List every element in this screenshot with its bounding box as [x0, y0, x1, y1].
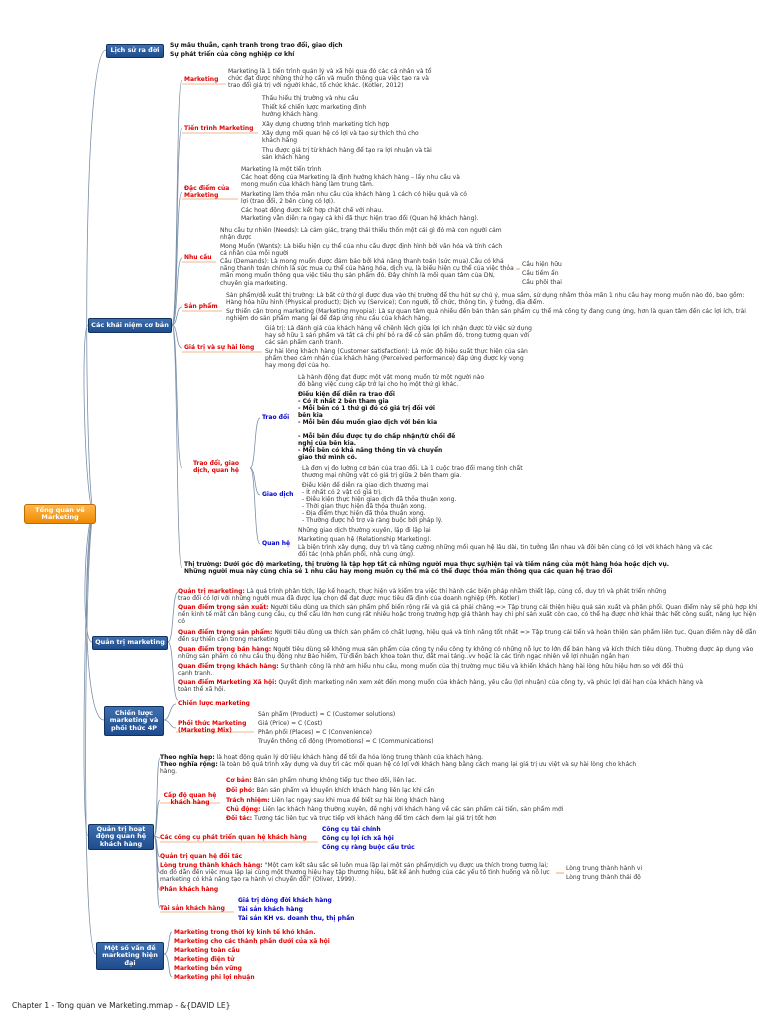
management-item-text: Sự thành công là nhờ am hiểu nhu cầu, mong muốn của thị trường mục tiêu và khiến khách hàng hài lòng hữu hiệu hơn so với đối thủ cạnh tranh. [178, 663, 684, 678]
feature-item: Các hoạt động của Marketing là định hướng khách hàng – lấy nhu cầu và mong muốn của khách hàng làm trung tâm. [241, 174, 460, 189]
management-item [178, 646, 758, 660]
node-marketing[interactable]: Marketing [184, 76, 219, 83]
crm-level [226, 806, 563, 813]
relation-item: Marketing quan hệ (Relationship Marketing). [298, 536, 432, 543]
transaction-definition: Là đơn vị đo lường cơ bản của trao đổi. Là 1 cuộc trao đổi mang tính chất thương mại những vật có giá trị giữa 2 bên tham gia. [302, 465, 523, 480]
management-item [178, 604, 758, 626]
needs-item: Nhu cầu tự nhiên (Needs): Là cảm giác, trạng thái thiếu thốn một cái gì đó mà con người cảm nhận được [220, 227, 502, 242]
process-item: Thiết kế chiến lược marketing định hướng khách hàng [262, 104, 367, 119]
trade-condition: - Mỗi bên đều được tự do chấp nhận/từ chối đề nghị của bên kia. [298, 433, 456, 448]
management-item [178, 588, 678, 602]
transaction-condition: - Thường được hỗ trợ và ràng buộc bởi pháp lý. [302, 517, 443, 524]
issue-item: Marketing trong thời kỳ kinh tế khó khăn. [174, 929, 316, 936]
issue-item: Marketing toàn cầu [174, 947, 240, 954]
crm-level [226, 797, 445, 804]
relation-item: Là biện trình xây dựng, duy trì và tăng cường những mối quan hệ lâu dài, tin tưởng lẫn nhau và đôi bên cùng có lợi với khách hàng và các đối tác (nhà phân phối, nhà cung ứng). [298, 544, 713, 559]
crm-broad-title: Theo nghĩa rộng: [160, 761, 218, 768]
node-features[interactable]: Đặc điểm của Marketing [184, 185, 230, 200]
crm-level [226, 787, 434, 794]
trade-condition: Điều kiện để diễn ra trao đổi [298, 391, 395, 398]
node-value[interactable]: Giá trị và sự hài lòng [184, 344, 255, 351]
marketing-definition: Marketing là 1 tiến trình quản lý và xã hội qua đó các cá nhân và tổ chức đạt được những thứ họ cần và muốn thông qua việc tạo ra và trao đổi giá trị với người khác, tổ chức khác. (Kotler, 2012) [228, 68, 432, 90]
crm-level-text: Bán sản phẩm nhưng không tiếp tục theo dõi, liên lạc. [253, 777, 417, 784]
node-marketing-mix[interactable]: Phối thức Marketing (Marketing Mix) [178, 720, 247, 735]
crm-tool: Công cụ tài chính [322, 826, 381, 833]
process-item: Thấu hiểu thị trường và nhu cầu [262, 95, 359, 102]
node-product[interactable]: Sản phẩm [184, 303, 218, 310]
node-needs[interactable]: Nhu cầu [184, 254, 212, 261]
issue-item: Marketing bền vững [174, 965, 242, 972]
node-crm[interactable]: Quản trị hoạt động quan hệ khách hàng [88, 824, 154, 850]
management-item-text: Người tiêu dùng ưa thích sản phẩm có chất lượng, hiệu quả và tính năng tốt nhất => Tập trung cải tiến và hoàn thiện sản phẩm liên tục. Quan điểm này dễ dẫn đến sự thiển cận trong marketing [178, 629, 757, 644]
product-item: Sản phẩm/dễ xuất thị trường: Là bất cứ thứ gì được đưa vào thị trường để thu hút sự chú ý, mua sắm, sử dụng nhằm thỏa mãn 1 nhu cầu hay mong muốn nào đó, bao gồm: Hàng hóa hữu hình (Physical product); Dịch vụ (Service); Con người, tổ chức, thông tin, ý tưởng, địa điểm. [226, 292, 745, 307]
crm-level-text: Liên lạc khách hàng thường xuyên, đề nghị với khách hàng về các sản phẩm cải tiến, sản phẩm mới [262, 806, 564, 813]
management-item-text: Người tiêu dùng ưa thích sản phẩm phổ biến rộng rãi và giá cả phải chăng => Tập trung cải thiện hiệu quả sản xuất và phân phối. Quan điểm này sẽ phù hợp khi nền kinh tế mất cân bằng cung cầu, cụ thể cầu lớn hơn cung rất nhiều hoặc trong trường hợp giá thành hay chi phí sản xuất còn cao, có thể hạ được nhờ khai thác hết công suất, nâng lực hiện có [178, 604, 758, 626]
crm-level-title: Trách nhiệm: [226, 797, 270, 804]
transaction-condition: Điều kiện để diễn ra giao dịch thương mại [302, 482, 429, 489]
management-item-text: Quyết định marketing nên xem xét đến mong muốn của khách hàng, yêu cầu (lợi nhuận) của công ty, và phúc lợi dài hạn của khách hàng và toàn thể xã hội. [178, 679, 703, 694]
issue-item: Marketing điện tử [174, 956, 235, 963]
node-management[interactable]: Quản trị marketing [92, 636, 168, 650]
feature-item: Các hoạt động được kết hợp chặt chẽ với nhau. [241, 207, 384, 214]
trade-condition: - Mỗi bên đều muốn giao dịch với bên kia [298, 419, 438, 426]
mix-item: Sản phẩm (Product) = C (Customer solutions) [258, 711, 396, 718]
crm-level [226, 815, 497, 822]
asset-item: Tài sản KH vs. doanh thu, thị phần [238, 915, 355, 922]
management-item-title: Quản trị marketing: [178, 588, 245, 595]
process-item: Xây dựng chương trình marketing tích hợp [262, 121, 390, 128]
management-item-text: Là quá trình phân tích, lập kế hoạch, thực hiện và kiểm tra việc thi hành các biện pháp nhằm thiết lập, củng cố, duy trì và phát triển những trao đổi có lợi với những người mua đã được lựa chọn để đạt được mục tiêu đã định của doanh nghiệp (Ph. Kotler) [178, 588, 667, 603]
trade-condition: - Có ít nhất 2 bên tham gia [298, 398, 389, 405]
crm-tool: Công cụ lợi ích xã hội [322, 835, 394, 842]
crm-level-text: Tương tác liên tục và trực tiếp với khách hàng để tìm cách đem lại giá trị tốt hơn [254, 815, 497, 822]
asset-item: Tài sản khách hàng [238, 906, 303, 913]
crm-broad-text: là toàn bộ quá trình xây dựng và duy trì các mối quan hệ có lợi với khách hàng bằng cách mang lại giá trị ưu việt và sự hài lòng cho khách hàng. [160, 761, 637, 776]
node-concepts[interactable]: Các khái niệm cơ bản [88, 318, 172, 333]
management-item [178, 679, 718, 693]
loyalty-type: Lòng trung thành thái độ [566, 874, 641, 881]
node-segment[interactable]: Phân khách hàng [160, 886, 219, 893]
relation-item: Những giao dịch thường xuyên, lặp đi lặp lại [298, 527, 431, 534]
management-item-text: Người tiêu dùng sẽ không mua sản phẩm của công ty nếu công ty không có những nỗ lực to lớn để bán hàng và kích thích tiêu dùng. Thường được áp dụng vào những sản phẩm có nhu cầu thụ động như Bảo hiểm, Từ điển bách khoa toàn thư, đất mai táng..vv hoặc là các tình ngạc nhiên về lợi nhuận ngắn hạn [178, 646, 754, 661]
needs-item: Cầu (Demands): Là mong muốn được đảm bảo bởi khả năng thanh toán (sức mua).Cầu có khả năng thanh toán chính là sức mua cụ thể của hàng hóa, dịch vụ, là biểu hiện cụ thể của việc thỏa mãn mong muốn thông qua việc tiêu thụ sản phẩm đó. Đây chính là mối quan tâm của DN, chuyên gia marketing. [220, 258, 514, 287]
history-line-2: Sự phát triển của công nghiệp cơ khí [170, 51, 295, 58]
feature-item: Marketing là một tiến trình [241, 166, 322, 173]
value-item: Sự hài lòng khách hàng (Customer satisfaction): Là mức độ hiệu suất thực hiện của sản phẩm theo cảm nhận của khách hàng (Perceived performance) đáp ứng được kỳ vọng hay mong đợi của họ. [265, 348, 528, 370]
management-item-title: Quan điểm trọng khách hàng: [178, 663, 279, 670]
management-item-title: Quan điểm Marketing Xã hội: [178, 679, 277, 686]
demand-type: Cầu hiện hữu [522, 261, 562, 268]
management-item-title: Quan điểm trọng sản xuất: [178, 604, 269, 611]
crm-narrow-text: là hoạt động quản lý dữ liệu khách hàng để tối đa hóa lòng trung thành của khách hàng. [216, 754, 484, 761]
mix-item: Truyền thông cổ động (Promotions) = C (Communications) [258, 738, 434, 745]
footer-filename: Chapter 1 - Tong quan ve Marketing.mmap - &{DAVID LE} [12, 1001, 231, 1010]
market-definition: Thị trường: Dưới góc độ marketing, thị trường là tập hợp tất cả những người mua thực sự/hiện tại và tiềm năng của một hàng hóa hoặc dịch vụ. Những người mua này cùng chia sẻ 1 nhu cầu hay mong muốn cụ thể mà có thể được thỏa mãn thông qua các quan hệ trao đổi [184, 561, 670, 576]
crm-level-text: Liên lạc ngay sau khi mua để biết sự hài lòng khách hàng [271, 797, 445, 804]
crm-level-text: Bán sản phẩm và khuyến khích khách hàng liên lạc khi cần [256, 787, 435, 794]
mix-item: Giá (Price) = C (Cost) [258, 720, 323, 727]
management-item-title: Quan điểm trọng sản phẩm: [178, 629, 273, 636]
node-crm-levels[interactable]: Cấp độ quan hệ khách hàng [163, 792, 217, 807]
crm-level-title: Chủ động: [226, 806, 261, 813]
node-relation[interactable]: Quan hệ [262, 540, 291, 547]
management-item [178, 663, 698, 677]
trade-definition: Là hành động đạt được một vật mong muốn từ một người nào đó bằng việc cung cấp trở lại cho họ một thứ gì khác. [298, 374, 485, 389]
feature-item: Marketing làm thỏa mãn nhu cầu của khách hàng 1 cách có hiệu quả và có lợi (trao đổi, 2 bên cùng có lợi). [241, 191, 467, 206]
trade-condition: - Mỗi bên có khả năng thông tin và chuyển giao thứ mình có. [298, 447, 443, 462]
feature-item: Marketing vẫn diễn ra ngay cả khi đã thực hiện trao đổi (Quan hệ khách hàng). [241, 215, 479, 222]
transaction-condition: - Ít nhất có 2 vật có giá trị. [302, 489, 383, 496]
crm-level [226, 777, 416, 784]
node-trade[interactable]: Trao đổi [262, 414, 290, 421]
crm-tool: Công cụ ràng buộc cấu trúc [322, 844, 415, 851]
loyalty-type: Lòng trung thành hành vi [566, 865, 643, 872]
management-item [178, 629, 758, 643]
root-node[interactable]: Tổng quan về Marketing [24, 504, 96, 524]
value-item: Giá trị: Là đánh giá của khách hàng về chênh lệch giữa lợi ích nhận được từ việc sử dụng hay sở hữu 1 sản phẩm và tất cả chi phí bỏ ra để có sản phẩm đó, trong tương quan với các sản phẩm cạnh tranh. [265, 325, 532, 347]
node-chienluoc[interactable]: Chiến lược marketing [178, 700, 250, 707]
history-line-1: Sự mâu thuẫn, cạnh tranh trong trao đổi, giao dịch [170, 42, 343, 49]
mix-item: Phân phối (Places) = C (Convenience) [258, 729, 372, 736]
transaction-condition: - Thời gian thực hiện đã thỏa thuận xong. [302, 503, 427, 510]
issue-item: Marketing phi lợi nhuận [174, 974, 255, 981]
node-process[interactable]: Tiến trình Marketing [184, 125, 254, 132]
node-partner[interactable]: Quản trị quan hệ đối tác [160, 853, 243, 860]
node-assets[interactable]: Tài sản khách hàng [160, 905, 225, 912]
transaction-condition: - Điều kiện thực hiện giao dịch đã thỏa thuận xong. [302, 496, 457, 503]
crm-loyalty [160, 862, 554, 884]
management-item-title: Quan điểm trọng bán hàng: [178, 646, 272, 653]
process-item: Thu được giá trị từ khách hàng để tạo ra lợi nhuận và tài sản khách hàng [262, 147, 432, 162]
trade-condition: - Mỗi bên có 1 thứ gì đó có giá trị đối với bên kia [298, 405, 435, 420]
node-strategy[interactable]: Chiến lược marketing và phối thức 4P [104, 706, 164, 736]
crm-level-title: Đối phó: [226, 787, 255, 794]
node-transaction[interactable]: Giao dịch [262, 491, 294, 498]
asset-item: Giá trị dòng đời khách hàng [238, 897, 332, 904]
demand-type: Cầu tiềm ẩn [522, 270, 559, 277]
node-exchange[interactable]: Trao đổi, giao dịch, quan hệ [192, 460, 240, 475]
crm-level-title: Đối tác: [226, 815, 253, 822]
node-history[interactable]: Lịch sử ra đời [106, 44, 164, 58]
crm-loyalty-text: "Một cam kết sâu sắc sẽ luôn mua lặp lại một sản phẩm/dịch vụ được ưa thích trong tương lai; do đó dẫn đến việc mua lặp lại cùng một thương hiệu hay tập thương hiệu, bất kể ảnh hưởng của các yếu tố tình huống và nỗ lực marketing có khả năng tạo ra hành vi chuyển đổi" (Oliver, 1999). [160, 862, 550, 884]
process-item: Xây dựng mối quan hệ có lợi và tạo sự thích thú cho khách hàng [262, 130, 419, 145]
node-crm-tools[interactable]: Các công cụ phát triển quan hệ khách hàng [160, 834, 307, 841]
node-issues[interactable]: Một số vấn đề marketing hiện đại [96, 942, 164, 970]
needs-item: Mong Muốn (Wants): Là biểu hiện cụ thể của nhu cầu được định hình bởi văn hóa và tính cách cá nhân của mỗi người [220, 243, 503, 258]
crm-narrow-title: Theo nghĩa hẹp: [160, 754, 215, 761]
issue-item: Marketing cho các thành phần dưới của xã hội [174, 938, 330, 945]
demand-type: Cầu phôi thai [522, 279, 562, 286]
crm-loyalty-title: Lòng trung thành khách hàng: [160, 862, 263, 869]
crm-broad [160, 761, 640, 775]
product-item: Sự thiển cận trong marketing (Marketing myopia): Là sự quan tâm quá nhiều đến bản thân sản phẩm cụ thể mà công ty đang cung ứng, hơn là quan tâm đến các lợi ích, trải nghiệm do sản phẩm mang lại để đáp ứng nhu cầu của khách hàng. [226, 308, 746, 323]
crm-level-title: Cơ bản: [226, 777, 252, 784]
transaction-condition: - Địa điểm thực hiện đã thỏa thuận xong. [302, 510, 426, 517]
